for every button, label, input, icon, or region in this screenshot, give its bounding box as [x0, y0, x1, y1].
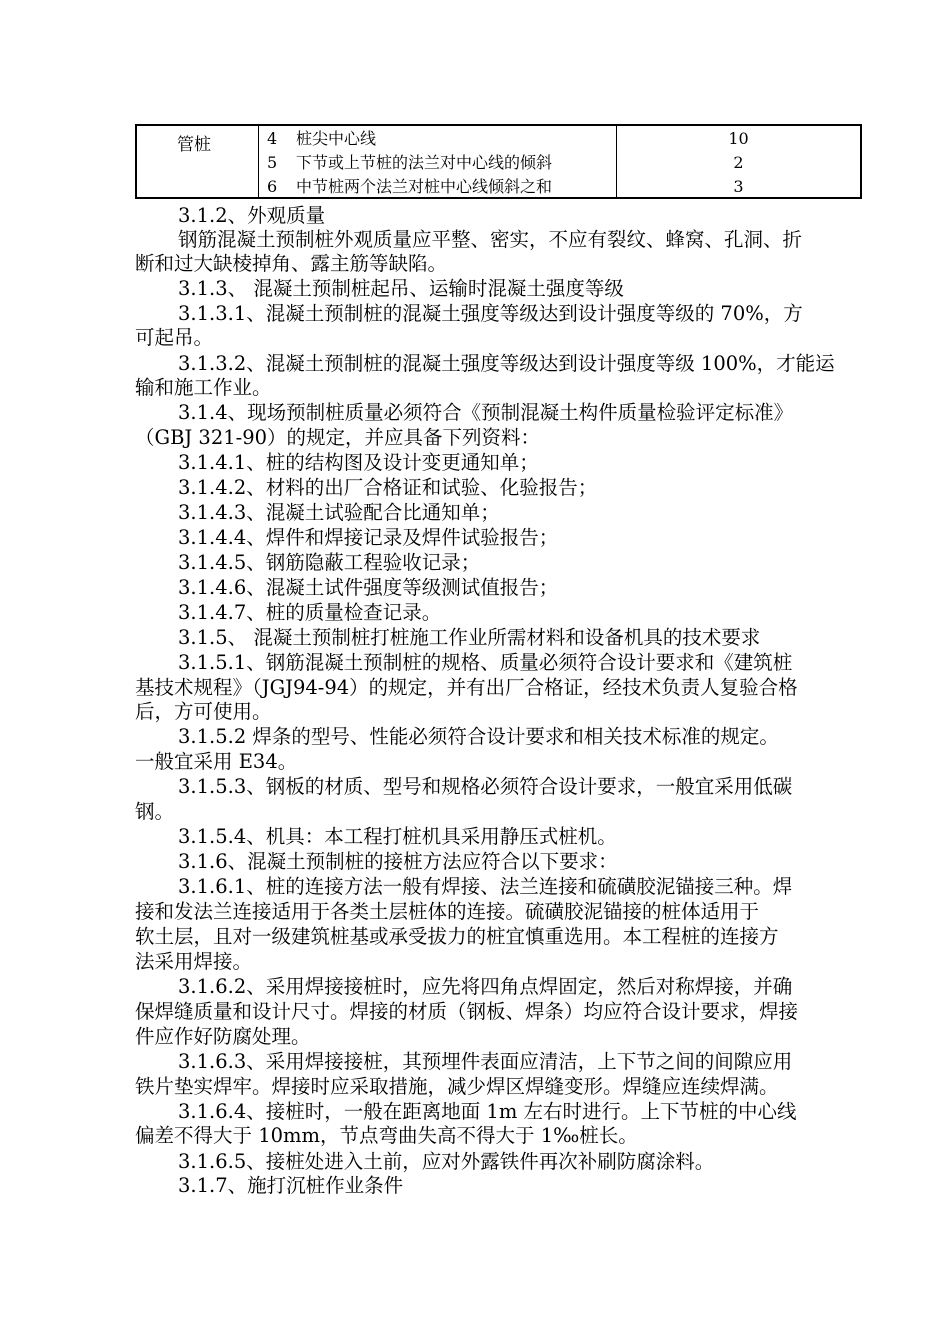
- list-item: 3.1.4.6、混凝土试件强度等级测试值报告；: [178, 576, 559, 599]
- row-item: 下节或上节桩的法兰对中心线的倾斜: [296, 153, 553, 172]
- section-heading: 3.1.5、 混凝土预制桩打桩施工作业所需材料和设备机具的技术要求: [178, 626, 761, 649]
- row-number: 4: [267, 129, 278, 148]
- paragraph-line: 3.1.5.2 焊条的型号、性能必须符合设计要求和相关技术标准的规定。: [178, 725, 779, 748]
- paragraph-line: 3.1.5.4、机具：本工程打桩机具采用静压式桩机。: [178, 825, 617, 848]
- table-value-column: [616, 126, 860, 197]
- tolerance-table: [135, 124, 862, 199]
- paragraph-line: 3.1.6.2、采用焊接接桩时，应先将四角点焊固定，然后对称焊接，并确: [178, 975, 793, 998]
- row-value: 2: [733, 153, 744, 172]
- table-category-column: [137, 126, 258, 197]
- section-heading: 3.1.2、外观质量: [178, 204, 326, 227]
- table-row: [259, 127, 617, 151]
- table-item-column: [258, 126, 617, 197]
- paragraph-line: 3.1.3.1、混凝土预制桩的混凝土强度等级达到设计强度等级的 70%，方: [178, 302, 803, 325]
- paragraph-line: 偏差不得大于 10mm，节点弯曲失高不得大于 1‰桩长。: [135, 1124, 638, 1147]
- paragraph-line: 钢筋混凝土预制桩外观质量应平整、密实，不应有裂纹、蜂窝、孔洞、折: [178, 228, 803, 251]
- paragraph-line: 3.1.5.1、钢筋混凝土预制桩的规格、质量必须符合设计要求和《建筑桩: [178, 651, 793, 674]
- paragraph-line: 3.1.6.3、采用焊接接桩，其预埋件表面应清洁，上下节之间的间隙应用: [178, 1050, 793, 1073]
- paragraph-line: 钢。: [135, 800, 175, 823]
- paragraph-line: 输和施工作业。: [135, 376, 272, 399]
- row-item: 桩尖中心线: [296, 129, 377, 148]
- paragraph-line: 软土层，且对一级建筑桩基或承受拔力的桩宜慎重选用。本工程桩的连接方: [135, 925, 779, 948]
- list-item: 3.1.4.3、混凝土试验配合比通知单；: [178, 501, 500, 524]
- list-item: 3.1.4.2、材料的出厂合格证和试验、化验报告；: [178, 476, 598, 499]
- row-number: 6: [267, 177, 278, 196]
- row-number: 5: [267, 153, 278, 172]
- section-heading: 3.1.4、现场预制桩质量必须符合《预制混凝土构件质量检验评定标准》: [178, 401, 794, 424]
- paragraph-line: 铁片垫实焊牢。焊接时应采取措施，减少焊区焊缝变形。焊缝应连续焊满。: [135, 1075, 779, 1098]
- paragraph-line: 3.1.5.3、钢板的材质、型号和规格必须符合设计要求，一般宜采用低碳: [178, 775, 793, 798]
- row-value: 10: [728, 129, 749, 148]
- list-item: 3.1.4.1、桩的结构图及设计变更通知单；: [178, 451, 539, 474]
- paragraph-line: 3.1.6.4、接桩时，一般在距离地面 1m 左右时进行。上下节桩的中心线: [178, 1100, 797, 1123]
- section-heading: 3.1.7、施打沉桩作业条件: [178, 1174, 404, 1197]
- paragraph-line: 保焊缝质量和设计尺寸。焊接的材质（钢板、焊条）均应符合设计要求，焊接: [135, 1000, 799, 1023]
- paragraph-line: 断和过大缺棱掉角、露主筋等缺陷。: [135, 252, 448, 275]
- list-item: 3.1.4.5、钢筋隐蔽工程验收记录；: [178, 551, 481, 574]
- paragraph-line: 3.1.6.5、接桩处进入土前，应对外露铁件再次补刷防腐涂料。: [178, 1150, 715, 1173]
- table-category: 管桩: [177, 135, 211, 155]
- paragraph-line: 3.1.6.1、桩的连接方法一般有焊接、法兰连接和硫磺胶泥锚接三种。焊: [178, 875, 793, 898]
- paragraph-line: 件应作好防腐处理。: [135, 1025, 311, 1048]
- row-value: 3: [733, 177, 744, 196]
- list-item: 3.1.4.4、焊件和焊接记录及焊件试验报告；: [178, 526, 559, 549]
- paragraph-line: 一般宜采用 E34。: [135, 750, 298, 773]
- paragraph-line: 可起吊。: [135, 326, 214, 349]
- paragraph-line: （GBJ 321-90）的规定，并应具备下列资料：: [135, 426, 541, 449]
- paragraph-line: 基技术规程》（JGJ94-94）的规定，并有出厂合格证，经技术负责人复验合格: [135, 676, 798, 699]
- list-item: 3.1.4.7、桩的质量检查记录。: [178, 601, 442, 624]
- paragraph-line: 3.1.3.2、混凝土预制桩的混凝土强度等级达到设计强度等级 100%，才能运: [178, 352, 835, 375]
- section-heading: 3.1.3、 混凝土预制桩起吊、运输时混凝土强度等级: [178, 277, 624, 300]
- paragraph-line: 法采用焊接。: [135, 950, 253, 973]
- table-row: [259, 151, 617, 175]
- paragraph-line: 后，方可使用。: [135, 700, 272, 723]
- row-item: 中节桩两个法兰对桩中心线倾斜之和: [296, 177, 553, 196]
- paragraph-line: 接和发法兰连接适用于各类土层桩体的连接。硫磺胶泥锚接的桩体适用于: [135, 900, 760, 923]
- section-heading: 3.1.6、混凝土预制桩的接桩方法应符合以下要求：: [178, 850, 618, 873]
- table-row: [259, 175, 617, 199]
